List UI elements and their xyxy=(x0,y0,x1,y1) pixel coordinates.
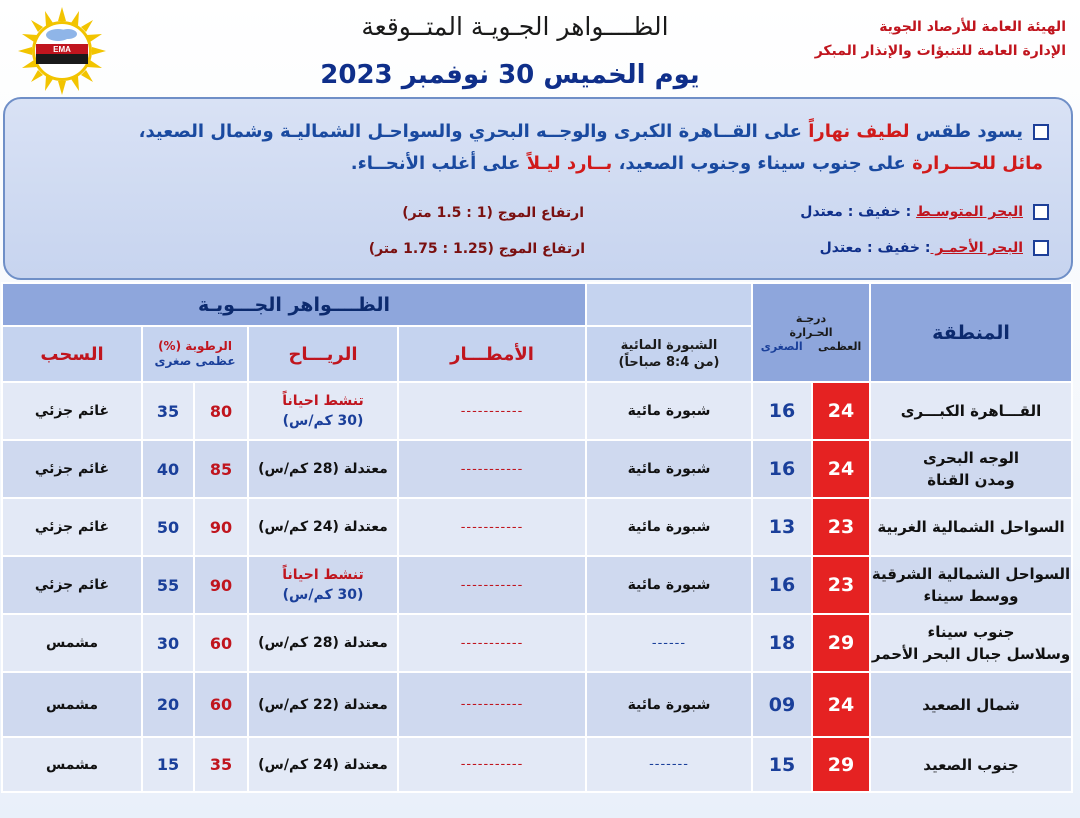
rain-cell: ----------- xyxy=(398,440,586,498)
wind-cell xyxy=(248,498,398,556)
rain-cell: ----------- xyxy=(398,737,586,792)
table-row xyxy=(2,440,1072,498)
organization-block xyxy=(736,15,1066,63)
min-temp-cell: 15 xyxy=(752,737,812,792)
wave-height-mediterranean: ارتفاع الموج (1 : 1.5 متر) xyxy=(402,205,584,221)
header-humidity: الرطوبة (%) عظمى صغرى xyxy=(142,326,248,382)
region-line: جنوب سيناء xyxy=(927,623,1015,641)
table-row xyxy=(2,672,1072,737)
header-region: المنطقة xyxy=(870,283,1072,382)
ema-logo xyxy=(8,5,116,97)
min-temp-cell: 16 xyxy=(752,440,812,498)
wind-note: تنشط احياناً xyxy=(282,567,364,583)
humidity-max-cell: 85 xyxy=(194,440,248,498)
region-cell xyxy=(870,672,1072,737)
min-temp-cell: 18 xyxy=(752,614,812,672)
humidity-max-cell: 60 xyxy=(194,672,248,737)
wind-speed: (30 كم/س) xyxy=(282,587,364,603)
fog-cell: شبورة مائية xyxy=(586,498,752,556)
region-line: وسلاسل جبال البحر الأحمر xyxy=(871,645,1071,663)
region-line: جنوب الصعيد xyxy=(923,755,1019,774)
fog-cell: شبورة مائية xyxy=(586,382,752,440)
rain-cell: ----------- xyxy=(398,498,586,556)
max-temp-cell: 23 xyxy=(812,556,870,614)
wind-value: معتدلة (28 كم/س) xyxy=(258,635,388,651)
humidity-min-cell: 55 xyxy=(142,556,194,614)
header-blank xyxy=(586,283,752,326)
region-cell xyxy=(870,440,1072,498)
header-rain: الأمطـــار xyxy=(398,326,586,382)
header-wind: الريـــاح xyxy=(248,326,398,382)
forecast-date: يوم الخميس 30 نوفمبر 2023 xyxy=(320,60,700,90)
max-temp-cell: 23 xyxy=(812,498,870,556)
region-line: السواحل الشمالية الغربية xyxy=(877,518,1065,536)
rain-cell: ----------- xyxy=(398,556,586,614)
max-temp-cell: 24 xyxy=(812,672,870,737)
wind-cell xyxy=(248,382,398,440)
org-name: الهيئة العامة للأرصاد الجوية xyxy=(879,19,1066,35)
min-temp-cell: 13 xyxy=(752,498,812,556)
max-temp-cell: 24 xyxy=(812,440,870,498)
fog-cell: شبورة مائية xyxy=(586,440,752,498)
checkbox-icon xyxy=(1033,204,1049,220)
wind-speed: (30 كم/س) xyxy=(282,413,364,429)
region-line: الوجه البحرى xyxy=(922,449,1020,467)
table-row xyxy=(2,556,1072,614)
fog-cell: شبورة مائية xyxy=(586,556,752,614)
wind-cell xyxy=(248,672,398,737)
rain-cell: ----------- xyxy=(398,382,586,440)
humidity-min-cell: 35 xyxy=(142,382,194,440)
table-row xyxy=(2,614,1072,672)
page-title: الظــــواهر الجـويـة المتــوقعة xyxy=(361,12,669,41)
wind-note: تنشط احياناً xyxy=(282,393,364,409)
clouds-cell: مشمس xyxy=(2,672,142,737)
clouds-cell: غائم جزئي xyxy=(2,556,142,614)
humidity-max-cell: 90 xyxy=(194,498,248,556)
humidity-max-cell: 80 xyxy=(194,382,248,440)
table-row xyxy=(2,382,1072,440)
header-clouds: السحب xyxy=(2,326,142,382)
humidity-min-cell: 40 xyxy=(142,440,194,498)
wind-cell xyxy=(248,737,398,792)
wave-height-red-sea: ارتفاع الموج (1.25 : 1.75 متر) xyxy=(368,241,585,257)
wind-value: معتدلة (22 كم/س) xyxy=(258,696,388,713)
fog-cell: شبورة مائية xyxy=(586,672,752,737)
wind-cell xyxy=(248,556,398,614)
fog-cell: ------- xyxy=(586,737,752,792)
humidity-max-cell: 35 xyxy=(194,737,248,792)
region-cell xyxy=(870,614,1072,672)
weather-summary xyxy=(3,97,1073,280)
logo-text: EMA xyxy=(53,45,71,54)
max-temp-cell: 29 xyxy=(812,614,870,672)
min-temp-cell: 16 xyxy=(752,382,812,440)
wind-cell xyxy=(248,614,398,672)
sea-mediterranean: البحر المتوسـط : خفيف : معتدل xyxy=(800,204,1049,220)
forecast-table xyxy=(1,282,1073,793)
wind-value: معتدلة (24 كم/س) xyxy=(258,756,388,773)
region-cell xyxy=(870,737,1072,792)
wind-cell xyxy=(248,440,398,498)
region-line: القـــاهرة الكبـــرى xyxy=(900,402,1042,420)
min-temp-cell: 09 xyxy=(752,672,812,737)
clouds-cell: مشمس xyxy=(2,737,142,792)
summary-line-1: يسود طقس لطيف نهاراً على القــاهرة الكبرى والوجــه البحري والسواحـل الشماليـة وشمال الصعيد، xyxy=(139,121,1049,142)
humidity-max-cell: 90 xyxy=(194,556,248,614)
region-cell xyxy=(870,556,1072,614)
humidity-min-cell: 30 xyxy=(142,614,194,672)
header-phenomena: الظــــواهر الجـــويـة xyxy=(2,283,586,326)
region-cell xyxy=(870,498,1072,556)
table-row xyxy=(2,737,1072,792)
fog-cell: ------ xyxy=(586,614,752,672)
region-cell xyxy=(870,382,1072,440)
humidity-min-cell: 15 xyxy=(142,737,194,792)
humidity-max-cell: 60 xyxy=(194,614,248,672)
max-temp-cell: 29 xyxy=(812,737,870,792)
clouds-cell: مشمس xyxy=(2,614,142,672)
checkbox-icon xyxy=(1033,124,1049,140)
wind-value: معتدلة (28 كم/س) xyxy=(258,461,388,477)
sea-red-sea: البحر الأحمـر : خفيف : معتدل xyxy=(820,240,1049,256)
rain-cell: ----------- xyxy=(398,672,586,737)
humidity-min-cell: 50 xyxy=(142,498,194,556)
region-line: السواحل الشمالية الشرقية xyxy=(871,565,1071,583)
clouds-cell: غائم جزئي xyxy=(2,382,142,440)
humidity-min-cell: 20 xyxy=(142,672,194,737)
summary-line-2: مائل للحـــرارة على جنوب سيناء وجنوب الصعيد، بــارد ليـلاً على أغلب الأنحــاء. xyxy=(350,153,1043,174)
rain-cell: ----------- xyxy=(398,614,586,672)
region-line: ومدن القناة xyxy=(927,471,1015,489)
wind-value: معتدلة (24 كم/س) xyxy=(258,519,388,535)
min-temp-cell: 16 xyxy=(752,556,812,614)
table-row xyxy=(2,498,1072,556)
max-temp-cell: 24 xyxy=(812,382,870,440)
header-temperature: درجـة الحـرارة العظمى الصغرى xyxy=(752,283,870,382)
clouds-cell: غائم جزئي xyxy=(2,440,142,498)
org-department: الإدارة العامة للتنبؤات والإنذار المبكر xyxy=(814,43,1066,59)
region-line: شمال الصعيد xyxy=(922,695,1020,714)
clouds-cell: غائم جزئي xyxy=(2,498,142,556)
checkbox-icon xyxy=(1033,240,1049,256)
header-fog: الشبورة المائية (من 8:4 صباحاً) xyxy=(586,326,752,382)
region-line: ووسط سيناء xyxy=(923,587,1019,605)
